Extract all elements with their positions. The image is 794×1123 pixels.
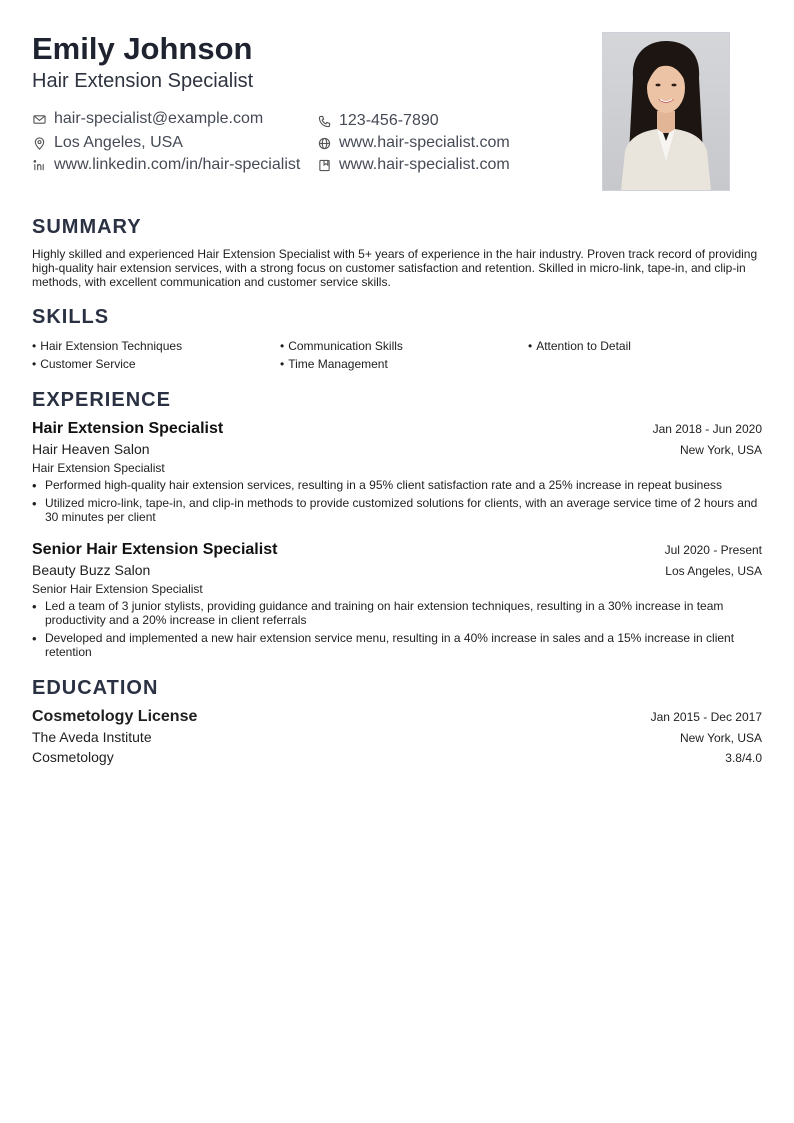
education-degree: Cosmetology License (32, 708, 198, 725)
job-dates: Jan 2018 - Jun 2020 (652, 422, 762, 436)
contact-location-text: Los Angeles, USA (54, 134, 183, 151)
job-dates: Jul 2020 - Present (664, 543, 762, 557)
map-pin-icon (32, 136, 46, 150)
skill-item: • Customer Service (32, 357, 136, 371)
contact-email-text: hair-specialist@example.com (54, 110, 264, 127)
candidate-title: Hair Extension Specialist (32, 70, 254, 92)
education-location: New York, USA (679, 731, 762, 745)
bookmark-icon (317, 158, 331, 172)
education-school: The Aveda Institute (32, 729, 152, 745)
contact-phone-text: 123-456-7890 (339, 112, 439, 129)
bullet-item: • Led a team of 3 junior stylists, providing guidance and training on hair extension techniques, resulting in a 30% increase in team productivity and a 20% increase in client referrals (32, 599, 724, 627)
contact-portfolio[interactable] (317, 154, 510, 176)
experience-entry (32, 540, 762, 659)
contact-linkedin-text: www.linkedin.com/in/hair-specialist (54, 156, 301, 173)
job-location: New York, USA (679, 443, 762, 457)
resume-header (32, 30, 762, 200)
skills-list (32, 339, 762, 371)
globe-icon (317, 136, 331, 150)
contact-phone[interactable] (317, 110, 439, 132)
job-bullets (32, 478, 762, 524)
contact-website-text: www.hair-specialist.com (339, 134, 510, 151)
education-gpa: 3.8/4.0 (725, 751, 762, 765)
resume-page (32, 30, 762, 767)
skill-item: • Hair Extension Techniques (32, 339, 183, 353)
job-role: Senior Hair Extension Specialist (32, 582, 203, 596)
contact-website[interactable] (317, 132, 510, 154)
job-location: Los Angeles, USA (665, 564, 762, 578)
job-role: Hair Extension Specialist (32, 461, 165, 475)
skill-item: • Communication Skills (280, 339, 403, 353)
bullet-item: • Developed and implemented a new hair extension service menu, resulting in a 40% increase in sales and a 15% increase in client retention (32, 631, 735, 659)
linkedin-icon (32, 158, 46, 172)
job-company: Hair Heaven Salon (32, 441, 150, 457)
job-title: Hair Extension Specialist (32, 420, 224, 437)
education-dates: Jan 2015 - Dec 2017 (650, 710, 762, 724)
experience-heading: EXPERIENCE (32, 389, 171, 411)
education-field: Cosmetology (32, 749, 114, 765)
mail-icon (32, 112, 46, 126)
contact-linkedin[interactable] (32, 154, 300, 176)
education-heading: EDUCATION (32, 677, 159, 699)
job-company: Beauty Buzz Salon (32, 562, 151, 578)
contact-portfolio-text: www.hair-specialist.com (339, 156, 510, 173)
experience-section (32, 387, 762, 659)
summary-text: Highly skilled and experienced Hair Extension Specialist with 5+ years of experience in the hair industry. Proven track record of providing high-quality hair extension services, with a strong focus on customer satisfaction and retention. Skilled in micro-link, tape-in, and clip-in methods, with excellent communication and customer service skills. (32, 247, 758, 289)
contact-location (32, 132, 183, 154)
bullet-item: • Performed high-quality hair extension services, resulting in a 95% client satisfaction rate and a 25% increase in repeat business (32, 478, 723, 493)
experience-entry (32, 419, 762, 524)
summary-section (32, 214, 762, 289)
job-title: Senior Hair Extension Specialist (32, 541, 278, 558)
education-section (32, 675, 762, 767)
skill-item: • Attention to Detail (528, 339, 631, 353)
education-entry (32, 707, 762, 767)
bullet-item: • Utilized micro-link, tape-in, and clip-in methods to provide customized solutions for clients, with an average service time of 2 hours and 30 minutes per client (32, 496, 758, 524)
summary-heading: SUMMARY (32, 216, 142, 238)
contact-email[interactable] (32, 108, 263, 130)
skills-section (32, 304, 762, 371)
phone-icon (317, 114, 331, 128)
skills-heading: SKILLS (32, 306, 110, 328)
skill-item: • Time Management (280, 357, 388, 371)
profile-photo (602, 32, 730, 191)
job-bullets (32, 599, 762, 659)
candidate-name: Emily Johnson (32, 31, 253, 66)
